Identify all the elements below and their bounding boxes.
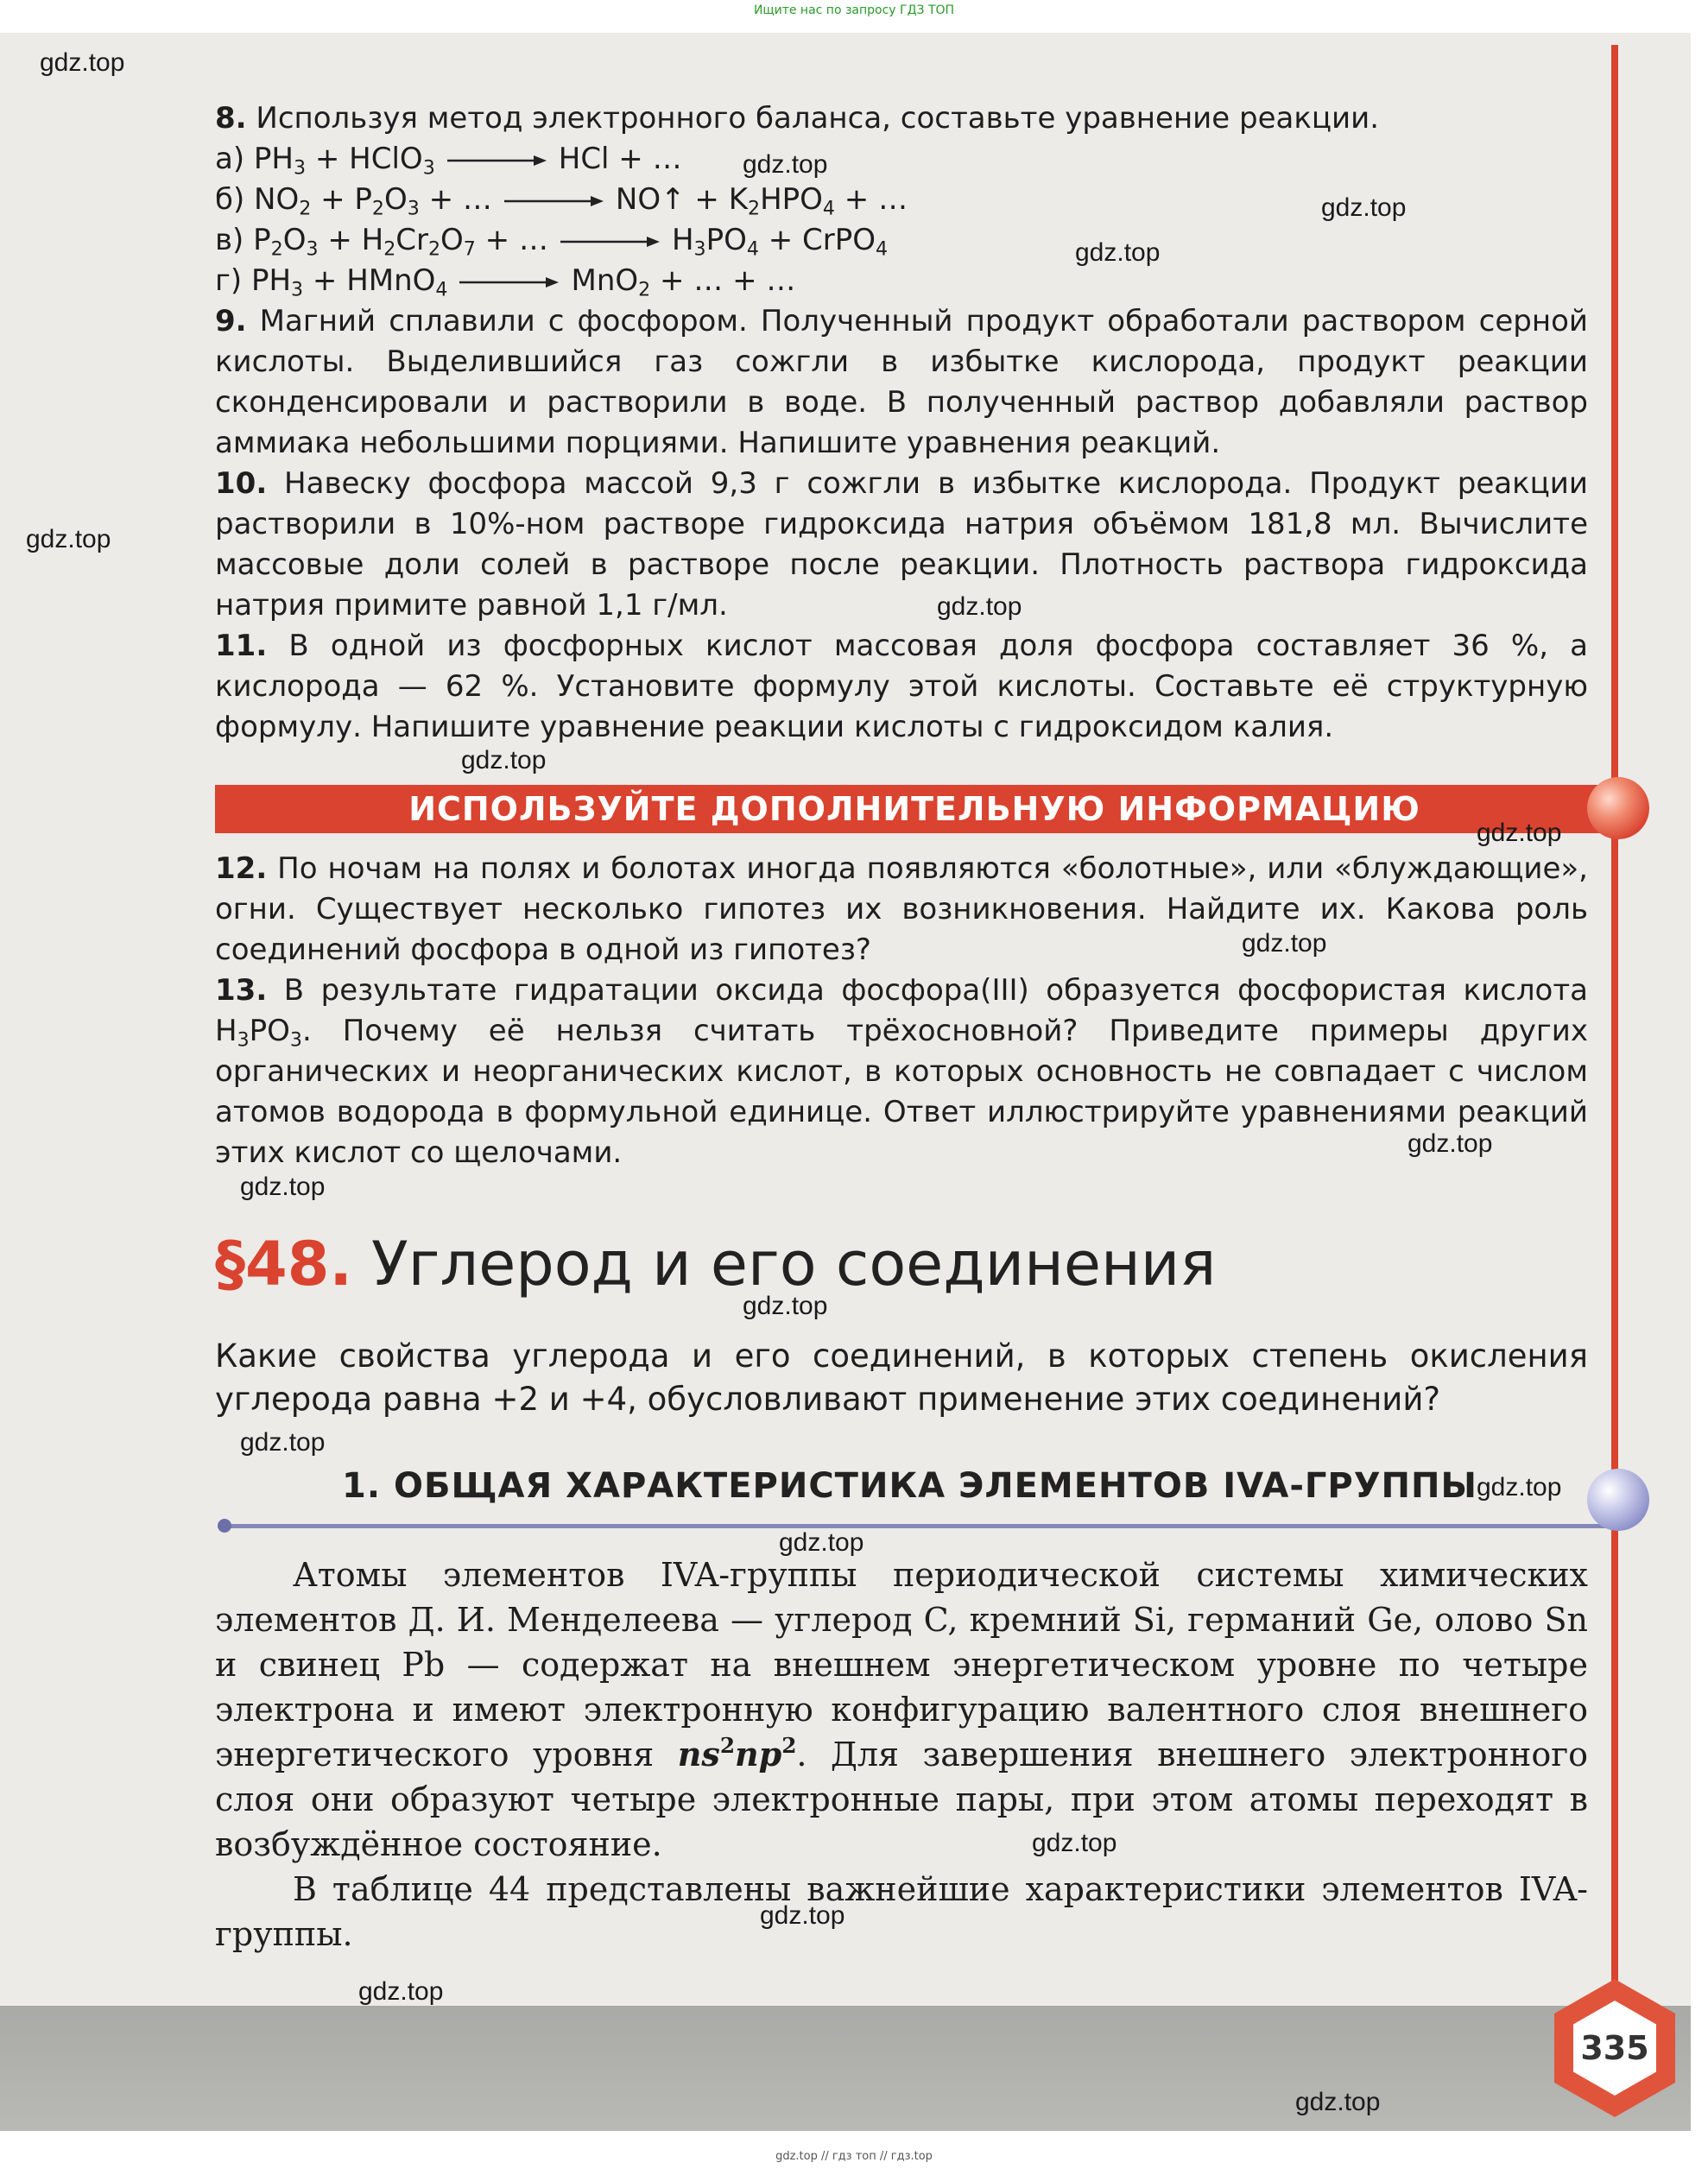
exercise-8-task: 8. Используя метод электронного баланса, составьте уравнение реакции. xyxy=(215,101,1380,136)
section-heading: Углерод и его соединения xyxy=(371,1229,1217,1299)
watermark: gdz.top xyxy=(1242,929,1327,958)
exercises-additional xyxy=(215,849,1588,1173)
equation-a: а) $PH_3$ + HClO$_3$ HCl + … xyxy=(215,142,682,180)
formula-h3po3: $H_3PO_3$ xyxy=(215,1014,302,1052)
section-body xyxy=(215,1552,1588,1957)
red-ball-marker xyxy=(1587,777,1649,839)
watermark: gdz.top xyxy=(1477,819,1562,847)
watermark: gdz.top xyxy=(1408,1129,1493,1158)
bottom-note: gdz.top // гдз топ // гдз.top xyxy=(775,2150,933,2163)
exercise-12: 12. По ночам на полях и болотах иногда появляются «болотные», или «блуждающие», огни. Существует несколько гипотез их возникновения. Найдите их. Какова роль соединений фосфора в одной из гипотез? xyxy=(215,851,1588,967)
section-question: Какие свойства углерода и его соединений, в которых степень окисления углерода равна +2 и +4, обусловливают применение этих соединений? xyxy=(215,1337,1588,1418)
margin-red-line xyxy=(1611,45,1618,1988)
watermark: gdz.top xyxy=(1075,238,1161,267)
watermark: gdz.top xyxy=(743,1292,828,1320)
page-number: 335 xyxy=(1580,2029,1649,2067)
equation-c: в) $P_2O_3 + H_2Cr_2O_7$ + … $H_3PO_4$ + CrPO$_4$ xyxy=(215,223,889,261)
page-number-badge xyxy=(1554,1979,1675,2117)
watermark: gdz.top xyxy=(743,150,828,179)
arrow-icon xyxy=(560,236,660,248)
watermark: gdz.top xyxy=(26,525,111,553)
watermark: gdz.top xyxy=(760,1901,845,1930)
exercise-13: 13. В результате гидратации оксида фосфора(III) образуется фосфористая кислота $H_3PO_3$. Почему её нельзя считать трёхосновной? Приведите примеры других органических и неорганических кислот, в которых основность не совпадает с числом атомов водорода в формульной единице. Ответ иллюстрируйте уравнениями реакций этих кислот со щелочами. xyxy=(215,973,1588,1170)
watermark: gdz.top xyxy=(1032,1829,1117,1857)
arrow-icon xyxy=(447,155,547,167)
watermark: gdz.top xyxy=(358,1977,444,2006)
section-number: §48. xyxy=(215,1229,353,1299)
watermark: gdz.top xyxy=(1477,1473,1562,1502)
exercise-9: 9. Магний сплавили с фосфором. Полученный продукт обработали раствором серной кислоты. Выделившийся газ сожгли в избытке кислорода, продукт реакции сконденсировали и растворили в воде. В полученный раствор добавляли раствор аммиака небольшими порциями. Напишите уравнения реакций. xyxy=(215,304,1588,460)
arrow-icon xyxy=(459,276,559,288)
paragraph-2: В таблице 44 представлены важнейшие характеристики элементов IVA-группы. xyxy=(215,1870,1588,1953)
watermark: gdz.top xyxy=(40,48,125,77)
equation-b: б) $NO_2 + P_2O_3$ + … NO↑ + $K_2HPO_4$ + … xyxy=(215,182,908,220)
blue-ball-marker xyxy=(1587,1469,1649,1531)
top-note: Ищите нас по запросу ГДЗ ТОП xyxy=(753,3,955,17)
watermark: gdz.top xyxy=(240,1428,326,1457)
watermark: gdz.top xyxy=(779,1528,864,1557)
footer-band xyxy=(0,2006,1691,2131)
additional-info-banner: ИСПОЛЬЗУЙТЕ ДОПОЛНИТЕЛЬНУЮ ИНФОРМАЦИЮ xyxy=(215,785,1614,833)
paragraph-1: Атомы элементов IVA-группы периодической системы химических элементов Д. И. Менделеева — углерод C, кремний Si, германий Ge, олово Sn и свинец Pb — содержат на внешнем энергетическом уровне по четыре электрона и имеют электронную конфигурацию валентного слоя внешнего энергетического уровня $ns^2np^2$. Для завершения внешнего электронного слоя они образуют четыре электронные пары, при этом атомы переходят в возбуждённое состояние. xyxy=(215,1556,1588,1863)
watermark: gdz.top xyxy=(240,1173,326,1201)
subheading: 1. ОБЩАЯ ХАРАКТЕРИСТИКА ЭЛЕМЕНТОВ IVA-ГРУППЫ xyxy=(342,1466,1477,1506)
textbook-page xyxy=(0,33,1691,2131)
equation-d: г) $PH_3$ + HMnO$_4$ MnO$_2$ + … + … xyxy=(215,263,796,301)
watermark: gdz.top xyxy=(1321,193,1407,222)
watermark: gdz.top xyxy=(1295,2088,1381,2116)
exercise-11: 11. В одной из фосфорных кислот массовая доля фосфора составляет 36 %, а кислорода — 62 %. Установите формулу этой кислоты. Составьте её структурную формулу. Напишите уравнение реакции кислоты с гидроксидом калия. xyxy=(215,629,1588,744)
purple-divider xyxy=(221,1524,1613,1528)
exercise-10: 10. Навеску фосфора массой 9,3 г сожгли в избытке кислорода. Продукт реакции растворили в 10%-ном растворе гидроксида натрия объёмом 181,8 мл. Вычислите массовые доли солей в растворе после реакции. Плотность раствора гидроксида натрия примите равной 1,1 г/мл. xyxy=(215,466,1588,623)
section-title xyxy=(215,1229,1216,1299)
purple-dot xyxy=(218,1519,231,1533)
arrow-icon xyxy=(504,195,604,207)
watermark: gdz.top xyxy=(461,746,547,775)
watermark: gdz.top xyxy=(937,592,1022,621)
